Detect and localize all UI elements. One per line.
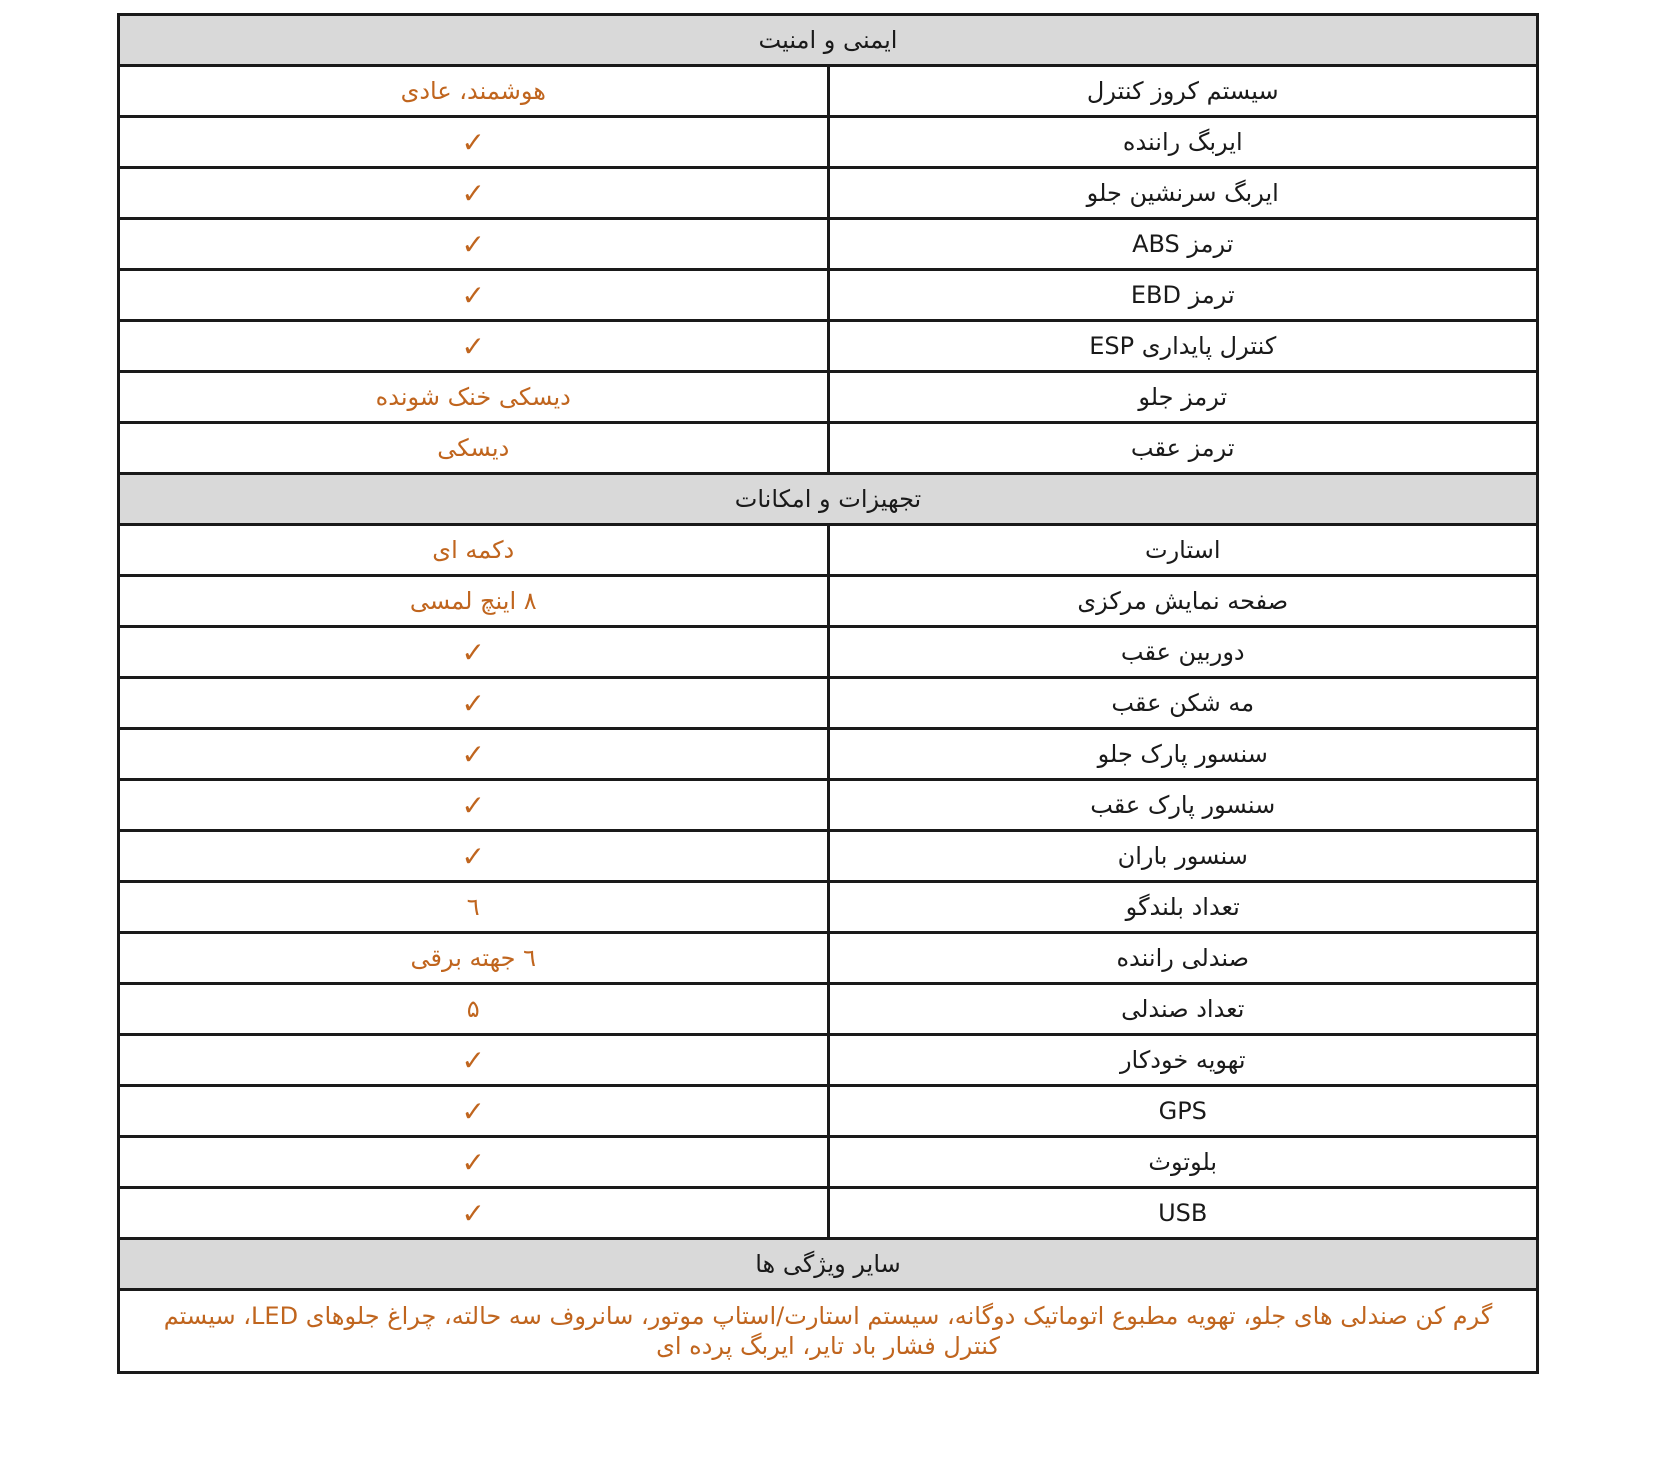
spec-table — [117, 13, 1539, 1374]
spec-row — [119, 423, 1538, 474]
spec-label: صفحه نمایش مرکزی — [828, 576, 1538, 627]
spec-value — [119, 984, 829, 1035]
spec-label: سنسور باران — [828, 831, 1538, 882]
spec-row — [119, 933, 1538, 984]
spec-value-check — [119, 1137, 829, 1188]
spec-label: سنسور پارک عقب — [828, 780, 1538, 831]
spec-label: صندلی راننده — [828, 933, 1538, 984]
spec-value-text: دکمه ای — [432, 536, 515, 564]
spec-value-text: ۵ — [466, 995, 480, 1023]
spec-row — [119, 831, 1538, 882]
spec-value-check — [119, 627, 829, 678]
spec-row — [119, 219, 1538, 270]
spec-value-text: ٦ — [466, 893, 480, 921]
section-header-row — [119, 474, 1538, 525]
spec-row — [119, 117, 1538, 168]
spec-value-check — [119, 117, 829, 168]
spec-label: دوربین عقب — [828, 627, 1538, 678]
spec-row — [119, 1137, 1538, 1188]
spec-value-check — [119, 1086, 829, 1137]
spec-row — [119, 576, 1538, 627]
spec-value-text: هوشمند، عادی — [400, 77, 546, 105]
spec-value-text: دیسکی — [437, 434, 510, 462]
spec-label: ایربگ راننده — [828, 117, 1538, 168]
other-features-title: سایر ویژگی ها — [119, 1239, 1538, 1290]
spec-row — [119, 729, 1538, 780]
spec-row — [119, 678, 1538, 729]
spec-value-check — [119, 321, 829, 372]
spec-label: ترمز عقب — [828, 423, 1538, 474]
spec-row — [119, 1086, 1538, 1137]
check-icon: ✓ — [461, 635, 485, 669]
spec-value — [119, 66, 829, 117]
spec-row — [119, 882, 1538, 933]
check-icon: ✓ — [461, 788, 485, 822]
spec-row — [119, 780, 1538, 831]
spec-label: بلوتوث — [828, 1137, 1538, 1188]
spec-value — [119, 372, 829, 423]
spec-label: USB — [828, 1188, 1538, 1239]
spec-row — [119, 1188, 1538, 1239]
other-features-text: گرم کن صندلی های جلو، تهویه مطبوع اتوماتیک دوگانه، سیستم استارت/استاپ موتور، سانروف سه حالته، چراغ جلوهای LED، سیستم کنترل فشار باد تایر، ایربگ پرده ای — [119, 1290, 1538, 1373]
spec-value — [119, 576, 829, 627]
check-icon: ✓ — [461, 176, 485, 210]
spec-label: کنترل پایداری ESP — [828, 321, 1538, 372]
spec-label: سنسور پارک جلو — [828, 729, 1538, 780]
spec-value-text: ٦ جهته برقی — [410, 944, 537, 972]
spec-row — [119, 168, 1538, 219]
spec-row — [119, 372, 1538, 423]
check-icon: ✓ — [461, 686, 485, 720]
check-icon: ✓ — [461, 278, 485, 312]
spec-label: GPS — [828, 1086, 1538, 1137]
spec-value-check — [119, 1035, 829, 1086]
spec-label: تعداد صندلی — [828, 984, 1538, 1035]
spec-label: ترمز جلو — [828, 372, 1538, 423]
spec-value-check — [119, 219, 829, 270]
spec-row — [119, 984, 1538, 1035]
spec-value-check — [119, 168, 829, 219]
check-icon: ✓ — [461, 1196, 485, 1230]
spec-value-check — [119, 1188, 829, 1239]
spec-value-check — [119, 831, 829, 882]
spec-value-check — [119, 678, 829, 729]
spec-row — [119, 525, 1538, 576]
spec-label: ترمز EBD — [828, 270, 1538, 321]
spec-row — [119, 270, 1538, 321]
check-icon: ✓ — [461, 125, 485, 159]
spec-row — [119, 321, 1538, 372]
spec-value — [119, 525, 829, 576]
spec-label: تهویه خودکار — [828, 1035, 1538, 1086]
section-header-row — [119, 15, 1538, 66]
spec-label: تعداد بلندگو — [828, 882, 1538, 933]
check-icon: ✓ — [461, 839, 485, 873]
check-icon: ✓ — [461, 1094, 485, 1128]
spec-value-check — [119, 270, 829, 321]
spec-value-check — [119, 780, 829, 831]
other-features-row — [119, 1290, 1538, 1373]
table-body — [119, 15, 1538, 1373]
check-icon: ✓ — [461, 1145, 485, 1179]
spec-label: سیستم کروز کنترل — [828, 66, 1538, 117]
spec-value-text: دیسکی خنک شونده — [375, 383, 571, 411]
spec-label: استارت — [828, 525, 1538, 576]
spec-value — [119, 882, 829, 933]
section-header-row — [119, 1239, 1538, 1290]
spec-value-check — [119, 729, 829, 780]
section-title: ایمنی و امنیت — [119, 15, 1538, 66]
spec-row — [119, 66, 1538, 117]
spec-label: مه شکن عقب — [828, 678, 1538, 729]
check-icon: ✓ — [461, 227, 485, 261]
spec-label: ایربگ سرنشین جلو — [828, 168, 1538, 219]
check-icon: ✓ — [461, 737, 485, 771]
spec-value-text: ۸ اینچ لمسی — [409, 587, 537, 615]
spec-value — [119, 423, 829, 474]
spec-label: ترمز ABS — [828, 219, 1538, 270]
spec-value — [119, 933, 829, 984]
spec-row — [119, 627, 1538, 678]
check-icon: ✓ — [461, 329, 485, 363]
check-icon: ✓ — [461, 1043, 485, 1077]
spec-row — [119, 1035, 1538, 1086]
section-title: تجهیزات و امکانات — [119, 474, 1538, 525]
